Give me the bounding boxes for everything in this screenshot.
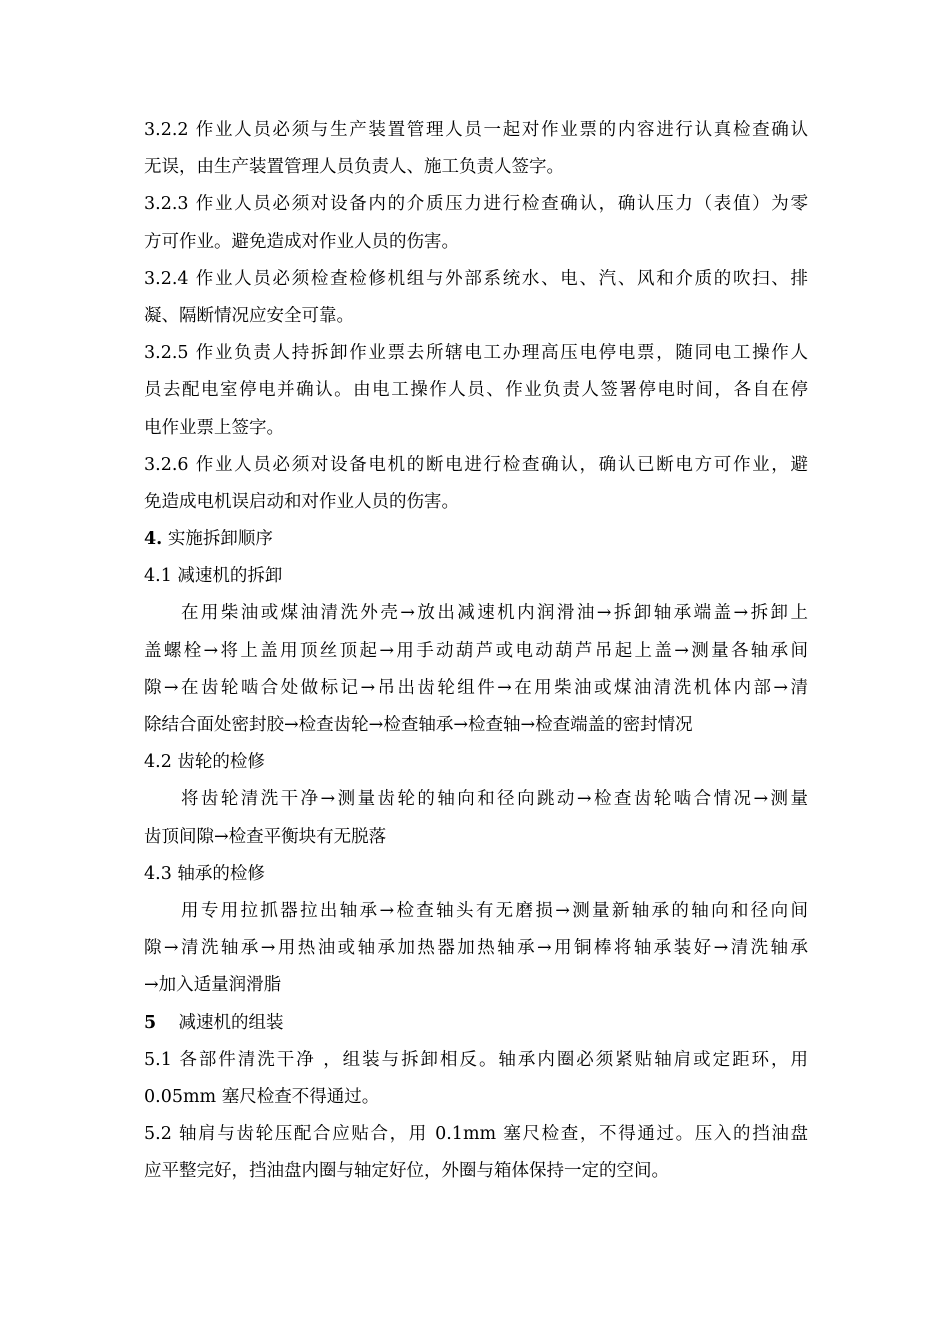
para-5-1-line-1: 5.1 各部件清洗干净 ，组装与拆卸相反。轴承内圈必须紧贴轴肩或定距环，用 <box>144 1049 808 1070</box>
para-4-1-line-4: 除结合面处密封胶→检查齿轮→检查轴承→检查轴→检查端盖的密封情况 <box>144 715 693 735</box>
para-3-2-6-line-1: 3.2.6 作业人员必须对设备电机的断电进行检查确认，确认已断电方可作业，避 <box>144 454 808 475</box>
para-4-3-line-2: 隙→清洗轴承→用热油或轴承加热器加热轴承→用铜棒将轴承装好→清洗轴承 <box>144 938 808 959</box>
subsection-4-1-heading: 4.1 减速机的拆卸 <box>144 566 283 587</box>
para-4-3-line-3: →加入适量润滑脂 <box>144 975 282 996</box>
para-3-2-4-line-1: 3.2.4 作业人员必须检查检修机组与外部系统水、电、汽、风和介质的吹扫、排 <box>144 268 808 289</box>
para-4-3-line-1: 用专用拉抓器拉出轴承→检查轴头有无磨损→测量新轴承的轴向和径向间 <box>181 900 808 921</box>
para-4-2-line-2: 齿顶间隙→检查平衡块有无脱落 <box>144 826 387 847</box>
para-3-2-6-line-2: 免造成电机误启动和对作业人员的伤害。 <box>144 491 459 512</box>
section-5-number: 5 <box>144 1012 157 1033</box>
para-5-1-line-2: 0.05mm 塞尺检查不得通过。 <box>144 1086 380 1107</box>
para-3-2-2-line-1: 3.2.2 作业人员必须与生产装置管理人员一起对作业票的内容进行认真检查确认 <box>144 120 808 140</box>
para-4-1-line-1: 在用柴油或煤油清洗外壳→放出减速机内润滑油→拆卸轴承端盖→拆卸上 <box>181 603 808 624</box>
para-3-2-3-line-1: 3.2.3 作业人员必须对设备内的介质压力进行检查确认，确认压力（表值）为零 <box>144 194 808 215</box>
para-3-2-5-line-1: 3.2.5 作业负责人持拆卸作业票去所辖电工办理高压电停电票，随同电工操作人 <box>144 343 808 364</box>
section-5-title: 减速机的组装 <box>178 1012 284 1033</box>
section-4-number: 4. <box>144 529 163 550</box>
para-4-1-line-2: 盖螺栓→将上盖用顶丝顶起→用手动葫芦或电动葫芦吊起上盖→测量各轴承间 <box>144 640 808 661</box>
para-3-2-4-line-2: 凝、隔断情况应安全可靠。 <box>144 305 354 326</box>
document-page <box>144 112 808 1190</box>
section-5-heading <box>144 1005 808 1042</box>
section-4-title: 实施拆卸顺序 <box>167 529 273 550</box>
para-4-2-line-1: 将齿轮清洗干净→测量齿轮的轴向和径向跳动→检查齿轮啮合情况→测量 <box>181 789 808 810</box>
para-3-2-3-line-2: 方可作业。避免造成对作业人员的伤害。 <box>144 231 459 252</box>
subsection-4-3-heading: 4.3 轴承的检修 <box>144 863 265 884</box>
para-5-2-line-2: 应平整完好，挡油盘内圈与轴定好位，外圈与箱体保持一定的空间。 <box>144 1161 669 1182</box>
para-3-2-5-line-2: 员去配电室停电并确认。由电工操作人员、作业负责人签署停电时间，各自在停 <box>144 380 808 401</box>
para-5-2-line-1: 5.2 轴肩与齿轮压配合应贴合，用 0.1mm 塞尺检查，不得通过。压入的挡油盘 <box>144 1124 808 1145</box>
para-3-2-2-line-2: 无误，由生产装置管理人员负责人、施工负责人签字。 <box>144 157 564 178</box>
subsection-4-2-heading: 4.2 齿轮的检修 <box>144 752 265 773</box>
para-4-1-line-3: 隙→在齿轮啮合处做标记→吊出齿轮组件→在用柴油或煤油清洗机体内部→清 <box>144 677 808 698</box>
para-3-2-5-line-3: 电作业票上签字。 <box>144 417 284 438</box>
section-4-heading <box>144 521 808 558</box>
